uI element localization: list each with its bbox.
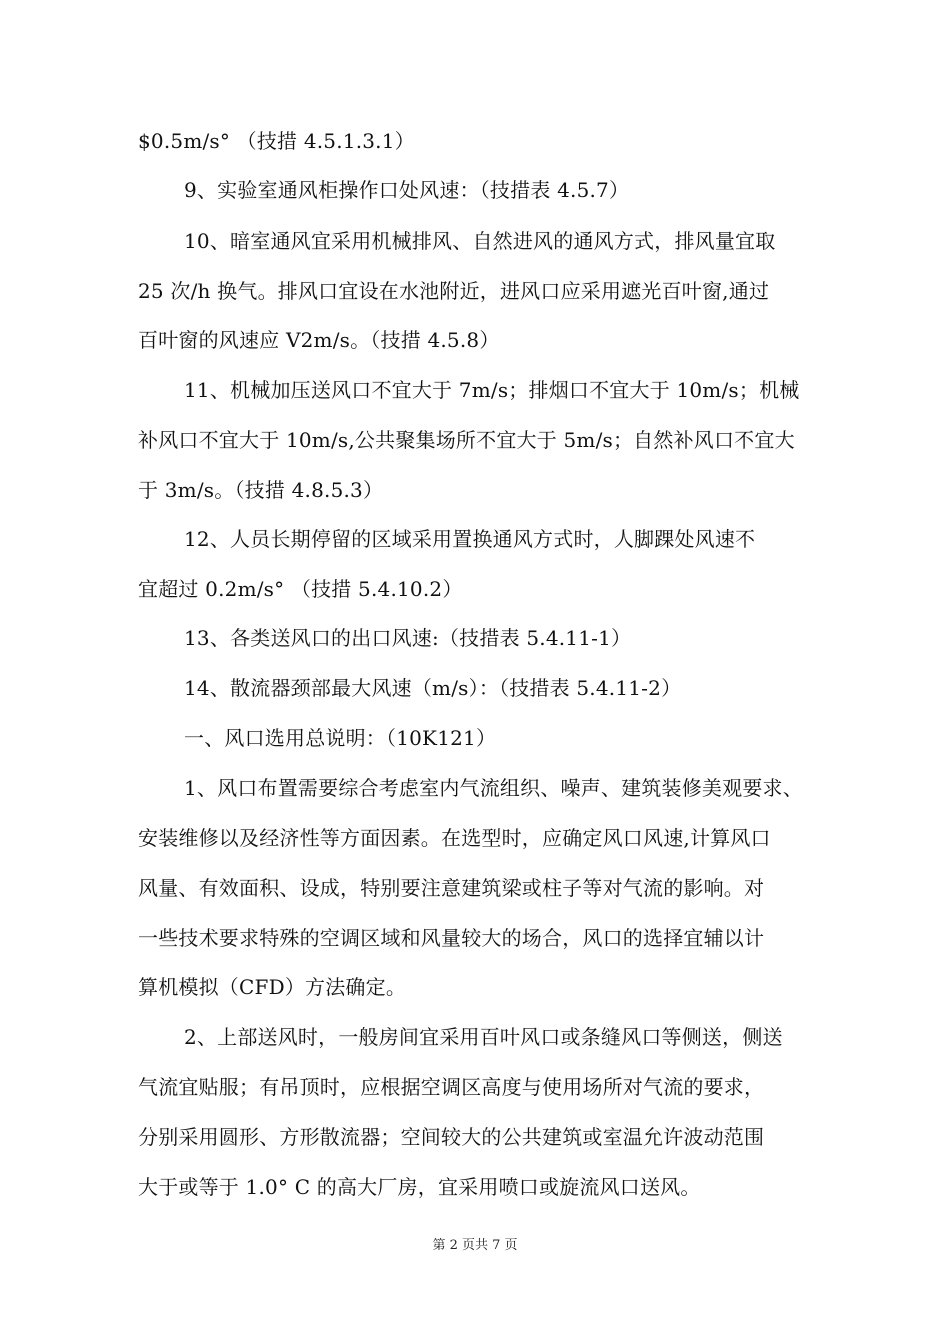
text-line: 气流宜贴服；有吊顶时，应根据空调区高度与使用场所对气流的要求， — [138, 1075, 765, 1099]
text-line: 9、实验室通风柜操作口处风速：（技措表 4.5.7） — [184, 178, 630, 202]
text-line: 大于或等于 1.0° C 的高大厂房，宜采用喷口或旋流风口送风。 — [138, 1175, 701, 1199]
text-line: 安装维修以及经济性等方面因素。在选型时，应确定风口风速,计算风口 — [138, 826, 771, 850]
text-line: 14、散流器颈部最大风速（m/s）：（技措表 5.4.11-2） — [184, 676, 682, 700]
text-line: 25 次/h 换气。排风口宜设在水池附近，进风口应采用遮光百叶窗,通过 — [138, 279, 770, 303]
text-line: 分别采用圆形、方形散流器；空间较大的公共建筑或室温允许波动范围 — [138, 1125, 765, 1149]
text-line: $0.5m/s° （技措 4.5.1.3.1） — [138, 129, 415, 153]
page-number-footer: 第 2 页共 7 页 — [432, 1238, 518, 1253]
text-line: 于 3m/s。（技措 4.8.5.3） — [138, 478, 384, 502]
text-line: 百叶窗的风速应 V2m/s。（技措 4.5.8） — [138, 328, 500, 352]
text-line: 风量、有效面积、设成，特别要注意建筑梁或柱子等对气流的影响。对 — [138, 876, 765, 900]
text-line: 一些技术要求特殊的空调区域和风量较大的场合，风口的选择宜辅以计 — [138, 926, 765, 950]
text-line: 13、各类送风口的出口风速:（技措表 5.4.11-1） — [184, 626, 632, 650]
text-line: 10、暗室通风宜采用机械排风、自然进风的通风方式，排风量宜取 — [184, 229, 776, 253]
text-line: 算机模拟（CFD）方法确定。 — [138, 975, 407, 999]
text-line: 1、风口布置需要综合考虑室内气流组织、噪声、建筑装修美观要求、 — [184, 776, 803, 800]
text-line: 11、机械加压送风口不宜大于 7m/s；排烟口不宜大于 10m/s；机械 — [184, 378, 800, 402]
text-line: 2、上部送风时，一般房间宜采用百叶风口或条缝风口等侧送，侧送 — [184, 1025, 783, 1049]
text-line: 补风口不宜大于 10m/s,公共聚集场所不宜大于 5m/s；自然补风口不宜大 — [138, 428, 795, 452]
section-heading: 一、风口选用总说明：（10K121） — [184, 726, 497, 750]
text-line: 12、人员长期停留的区域采用置换通风方式时，人脚踝处风速不 — [184, 527, 756, 551]
text-line: 宜超过 0.2m/s° （技措 5.4.10.2） — [138, 577, 463, 601]
